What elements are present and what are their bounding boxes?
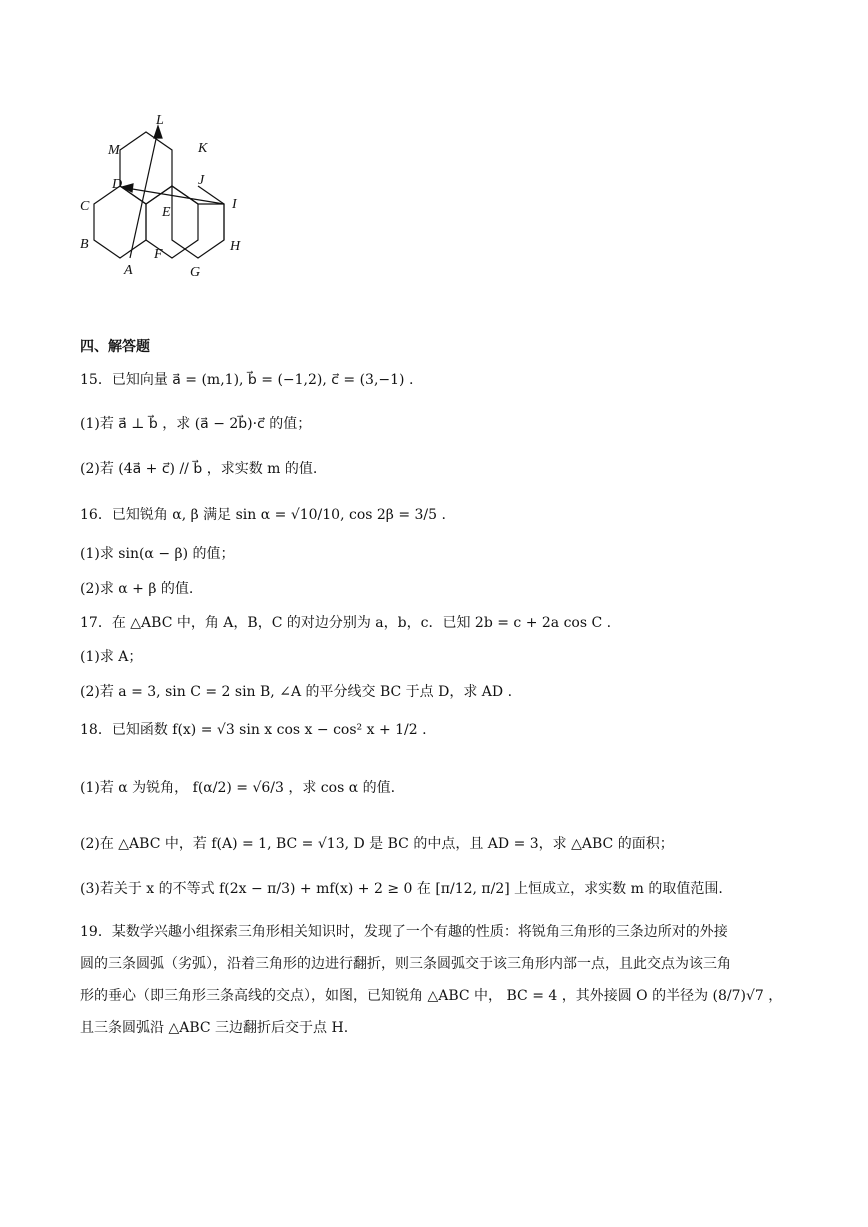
label-a: A <box>124 263 133 278</box>
q18-stem: 18．已知函数 f(x) = √3 sin x cos x − cos² x + 1/2 . <box>80 722 427 738</box>
top-hexagon <box>120 132 172 204</box>
section-title: 四、解答题 <box>80 339 150 355</box>
label-f: F <box>154 247 163 262</box>
label-j: J <box>198 173 205 188</box>
q19-line-2: 圆的三条圆弧（劣弧），沿着三角形的边进行翻折，则三条圆弧交于该三角形内部一点，且此交点为该三角 <box>80 956 731 972</box>
label-c: C <box>80 199 90 214</box>
vector-al <box>130 130 158 258</box>
q16-stem: 16．已知锐角 α, β 满足 sin α = √10/10, cos 2β = 3/5 . <box>80 507 446 523</box>
q15-stem: 15．已知向量 a⃗ = (m,1), b⃗ = (−1,2), c⃗ = (3,−1) . <box>80 372 414 388</box>
q17-part-1: (1)求 A； <box>80 649 143 665</box>
vector-id <box>126 188 224 204</box>
q19-line-4: 且三条圆弧沿 △ABC 三边翻折后交于点 H. <box>80 1020 349 1036</box>
label-b: B <box>80 237 89 252</box>
q17-part-2: (2)若 a = 3, sin C = 2 sin B, ∠A 的平分线交 BC 于点 D，求 AD . <box>80 684 513 700</box>
label-l: L <box>156 113 164 128</box>
label-m: M <box>108 143 120 158</box>
label-i: I <box>232 197 237 212</box>
q15-part-1: (1)若 a⃗ ⊥ b⃗ ，求 (a⃗ − 2b⃗)·c⃗ 的值； <box>80 416 312 432</box>
q19-line-3: 形的垂心（即三角形三条高线的交点），如图，已知锐角 △ABC 中， BC = 4 ，其外接圆 O 的半径为 (8/7)√7 ， <box>80 988 783 1004</box>
label-h: H <box>230 239 241 254</box>
q19-line-1: 19．某数学兴趣小组探索三角形相关知识时，发现了一个有趣的性质：将锐角三角形的三条边所对的外接 <box>80 924 728 940</box>
q18-part-1: (1)若 α 为锐角， f(α/2) = √6/3 ，求 cos α 的值. <box>80 780 396 796</box>
q17-stem: 17．在 △ABC 中，角 A，B，C 的对边分别为 a，b，c．已知 2b = c + 2a cos C . <box>80 615 612 631</box>
q19-paragraph <box>80 916 792 1044</box>
q18-part-2: (2)在 △ABC 中，若 f(A) = 1, BC = √13, D 是 BC 的中点，且 AD = 3，求 △ABC 的面积； <box>80 836 674 852</box>
q15-part-2: (2)若 (4a⃗ + c⃗) // b⃗ ，求实数 m 的值. <box>80 461 318 477</box>
hexagon-figure <box>70 108 270 288</box>
label-k: K <box>198 141 208 156</box>
q16-part-1: (1)求 sin(α − β) 的值； <box>80 546 235 562</box>
label-d: D <box>112 177 123 192</box>
q18-part-3: (3)若关于 x 的不等式 f(2x − π/3) + mf(x) + 2 ≥ 0 在 [π/12, π/2] 上恒成立，求实数 m 的取值范围. <box>80 881 723 897</box>
label-e: E <box>162 205 171 220</box>
hexagon-diagram <box>70 108 270 288</box>
label-g: G <box>190 265 201 280</box>
q16-part-2: (2)求 α + β 的值. <box>80 581 194 597</box>
